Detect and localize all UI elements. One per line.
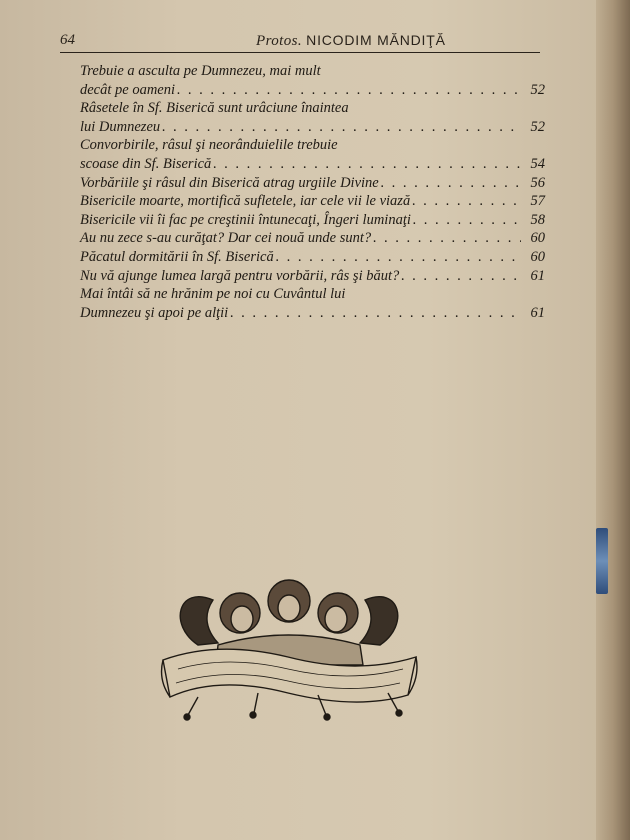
- toc-entry-title: Bisericile moarte, mortifică sufletele, iar cele vii le viază: [80, 193, 411, 210]
- toc-entry-page: 54: [530, 155, 545, 172]
- toc-entry-page: 52: [530, 81, 545, 98]
- toc-entry-line: [80, 304, 545, 323]
- toc-entry-title: Nu vă ajunge lumea largă pentru vorbării, râs şi băut?: [80, 267, 400, 284]
- toc-entry-title: Convorbirile, râsul şi neorânduielile trebuie: [80, 137, 338, 154]
- toc-entry-line: [80, 136, 545, 155]
- toc-entry-page: 57: [530, 193, 545, 210]
- angels-with-scroll-ornament: [158, 565, 420, 725]
- toc-entry: [80, 192, 545, 211]
- blue-sticker: [596, 528, 608, 594]
- page-header: [60, 30, 540, 53]
- toc-entry: [80, 174, 545, 193]
- toc-entry-line: [80, 285, 545, 304]
- toc-entry-page: 56: [530, 174, 545, 191]
- toc-entry-page: 61: [530, 267, 545, 284]
- toc-entry-title: Păcatul dormitării în Sf. Biserică: [80, 248, 274, 265]
- dot-leader: [177, 81, 521, 100]
- toc-entry-line: [80, 81, 545, 100]
- toc-entry-title: Trebuie a asculta pe Dumnezeu, mai mult: [80, 63, 321, 79]
- toc-entry-title: scoase din Sf. Biserică: [80, 155, 212, 172]
- toc-entry: [80, 99, 545, 136]
- toc-entry: [80, 136, 545, 173]
- page-edge: [596, 0, 630, 840]
- toc-entry-title: decât pe oameni: [80, 81, 176, 98]
- dot-leader: [162, 118, 521, 137]
- toc-entry-page: 60: [530, 248, 545, 265]
- toc-entry-page: 61: [530, 304, 545, 321]
- dot-leader: [381, 174, 521, 193]
- table-of-contents: [80, 62, 545, 322]
- toc-entry-title: Vorbăriile şi râsul din Biserică atrag urgiile Divine: [80, 174, 379, 191]
- toc-entry-line: [80, 155, 545, 174]
- toc-entry-title: Mai întâi să ne hrănim pe noi cu Cuvântul lui: [80, 286, 346, 303]
- dot-leader: [373, 229, 521, 248]
- toc-entry-title: Bisericile vii îi fac pe creştinii întunecaţi, Îngeri luminaţi: [80, 211, 411, 228]
- toc-entry-line: [80, 99, 545, 118]
- dot-leader: [413, 211, 521, 230]
- page-number: 64: [60, 32, 75, 48]
- toc-entry: [80, 229, 545, 248]
- toc-entry-page: 52: [530, 118, 545, 135]
- toc-entry: [80, 285, 545, 322]
- dot-leader: [276, 248, 521, 267]
- author-name: NICODIM MĂNDIŢĂ: [306, 32, 446, 48]
- toc-entry-page: 58: [530, 211, 545, 228]
- toc-entry-line: [80, 192, 545, 211]
- toc-entry: [80, 267, 545, 286]
- toc-entry-title: lui Dumnezeu: [80, 118, 161, 135]
- toc-entry-line: [80, 118, 545, 137]
- toc-entry-line: [80, 62, 545, 81]
- dot-leader: [230, 304, 521, 323]
- toc-entry-title: Râsetele în Sf. Biserică sunt urâciune înaintea: [80, 100, 349, 117]
- dot-leader: [412, 192, 521, 211]
- toc-entry-line: [80, 174, 545, 193]
- toc-entry-page: 60: [530, 230, 545, 247]
- toc-entry: [80, 248, 545, 267]
- toc-entry-line: [80, 211, 545, 230]
- toc-entry-line: [80, 229, 545, 248]
- dot-leader: [213, 155, 521, 174]
- toc-entry-title: Au nu zece s-au curăţat? Dar cei nouă unde sunt?: [80, 230, 372, 247]
- toc-entry-line: [80, 248, 545, 267]
- running-head-author: [256, 32, 446, 50]
- author-title: Protos.: [256, 33, 302, 49]
- toc-entry-line: [80, 267, 545, 286]
- toc-entry-title: Dumnezeu şi apoi pe alţii: [80, 304, 229, 321]
- toc-entry: [80, 62, 545, 99]
- dot-leader: [401, 267, 521, 286]
- toc-entry: [80, 211, 545, 230]
